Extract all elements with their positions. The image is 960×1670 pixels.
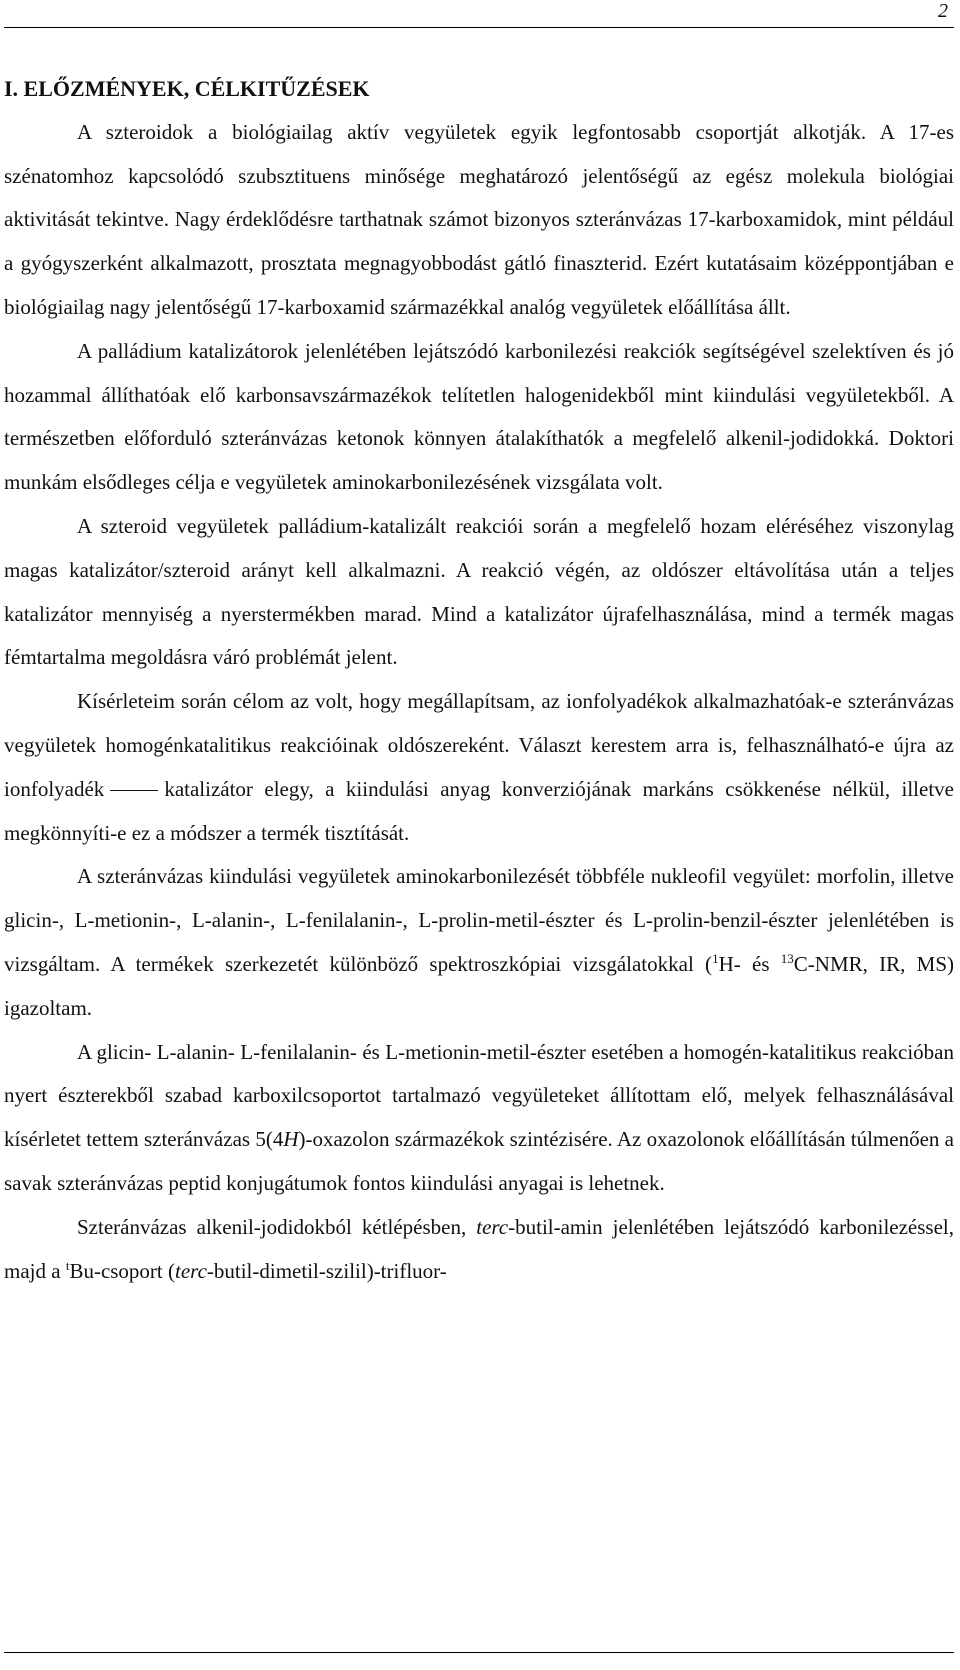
- paragraph-6: [4, 1031, 954, 1206]
- paragraph-5-part-b: H- és: [718, 951, 781, 976]
- italic-terc-1: terc: [476, 1214, 509, 1239]
- superscript-1: 1: [712, 951, 719, 967]
- paragraph-6-part-a: A glicin- L-alanin- L-fenilalanin- és L-metionin-metil-észter esetében a homogén-katalitikus reakcióban nyert észterekből szabad karboxilcsoportot tartalmazó vegyületeket állítottam elő, melyek felhasználásával kísérletet tettem szteránvázas 5(4: [4, 1039, 954, 1152]
- paragraph-7: [4, 1206, 954, 1294]
- document-body: [4, 67, 954, 1293]
- paragraph-7-part-c: Bu-csoport (: [69, 1258, 176, 1283]
- paragraph-7-part-b: -butil-amin jelenlétében lejátszódó karbonilezéssel, majd a: [4, 1214, 954, 1283]
- paragraph-6-part-b: )-oxazolon származékok szintézisére. Az oxazolonok előállításán túlmenően a savak szteránvázas peptid konjugátumok fontos kiindulási anyagai is lehetnek.: [4, 1127, 954, 1195]
- section-heading: I. ELŐZMÉNYEK, CÉLKITŰZÉSEK: [4, 76, 370, 101]
- paragraph-4-part-b: katalizátor elegy, a kiindulási anyag konverziójának markáns csökkenése nélkül, illetve megkönnyíti-e ez a módszer a termék tisztítását.: [4, 776, 954, 845]
- paragraph-4: [4, 680, 954, 855]
- paragraph-3: A szteroid vegyületek palládium-katalizált reakciói során a megfelelő hozam eléréséhez viszonylag magas katalizátor/szteroid arányt kell alkalmazni. A reakció végén, az oldószer eltávolítása után a teljes katalizátor mennyiség a nyerstermékben marad. Mind a katalizátor újrafelhasználása, mind a termék magas fémtartalma megoldásra váró problémát jelent.: [4, 513, 954, 670]
- italic-terc-2: terc: [175, 1258, 207, 1283]
- page-number: 2: [938, 0, 948, 22]
- footer-rule: [4, 1652, 954, 1653]
- paragraph-7-part-d: -butil-dimetil-szilil)-trifluor-: [206, 1258, 447, 1283]
- paragraph-4-part-a: Kísérleteim során célom az volt, hogy megállapítsam, az ionfolyadékok alkalmazhatóak-e szteránvázas vegyületek homogénkatalitikus reakcióinak oldószereként. Választ kerestem arra is, felhasználható-e újra az ionfolyadék: [4, 689, 954, 801]
- italic-h: H: [283, 1127, 299, 1152]
- paragraph-5: [4, 855, 954, 1030]
- paragraph-7-part-a: Szteránvázas alkenil-jodidokból kétlépésben,: [77, 1214, 477, 1239]
- paragraph-5-part-c: C-NMR, IR, MS) igazoltam.: [4, 951, 954, 1020]
- long-dash: [110, 790, 158, 791]
- superscript-13: 13: [780, 951, 794, 967]
- header-rule: [4, 27, 954, 28]
- paragraph-5-part-a: A szteránvázas kiindulási vegyületek aminokarbonilezését többféle nukleofil vegyület: morfolin, illetve glicin-, L-metionin-, L-alanin-, L-fenilalanin-, L-prolin-metil-észter és L-prolin-benzil-észter jelenlétében is vizsgáltam. A termékek szerkezetét különböző spektroszkópiai vizsgálatokkal (: [4, 864, 954, 976]
- paragraph-2: A palládium katalizátorok jelenlétében lejátszódó karbonilezési reakciók segítségével szelektíven és jó hozammal állíthatóak elő karbonsavszármazékok telítetlen halogenidekből mint kiindulási vegyületekből. A természetben előforduló szteránvázas ketonok könnyen átalakíthatók a megfelelő alkenil-jodidokká. Doktori munkám elsődleges célja e vegyületek aminokarbonilezésének vizsgálata volt.: [4, 338, 954, 495]
- paragraph-1: A szteroidok a biológiailag aktív vegyületek egyik legfontosabb csoportját alkotják. A 17-es szénatomhoz kapcsolódó szubsztituens minősége meghatározó jelentőségű az egész molekula biológiai aktivitását tekintve. Nagy érdeklődésre tarthatnak számot bizonyos szteránvázas 17-karboxamidok, mint például a gyógyszerként alkalmazott, prosztata megnagyobbodást gátló finaszterid. Ezért kutatásaim középpontjában e biológiailag nagy jelentőségű 17-karboxamid származékkal analóg vegyületek előállítása állt.: [4, 119, 954, 319]
- superscript-t: t: [65, 1257, 70, 1273]
